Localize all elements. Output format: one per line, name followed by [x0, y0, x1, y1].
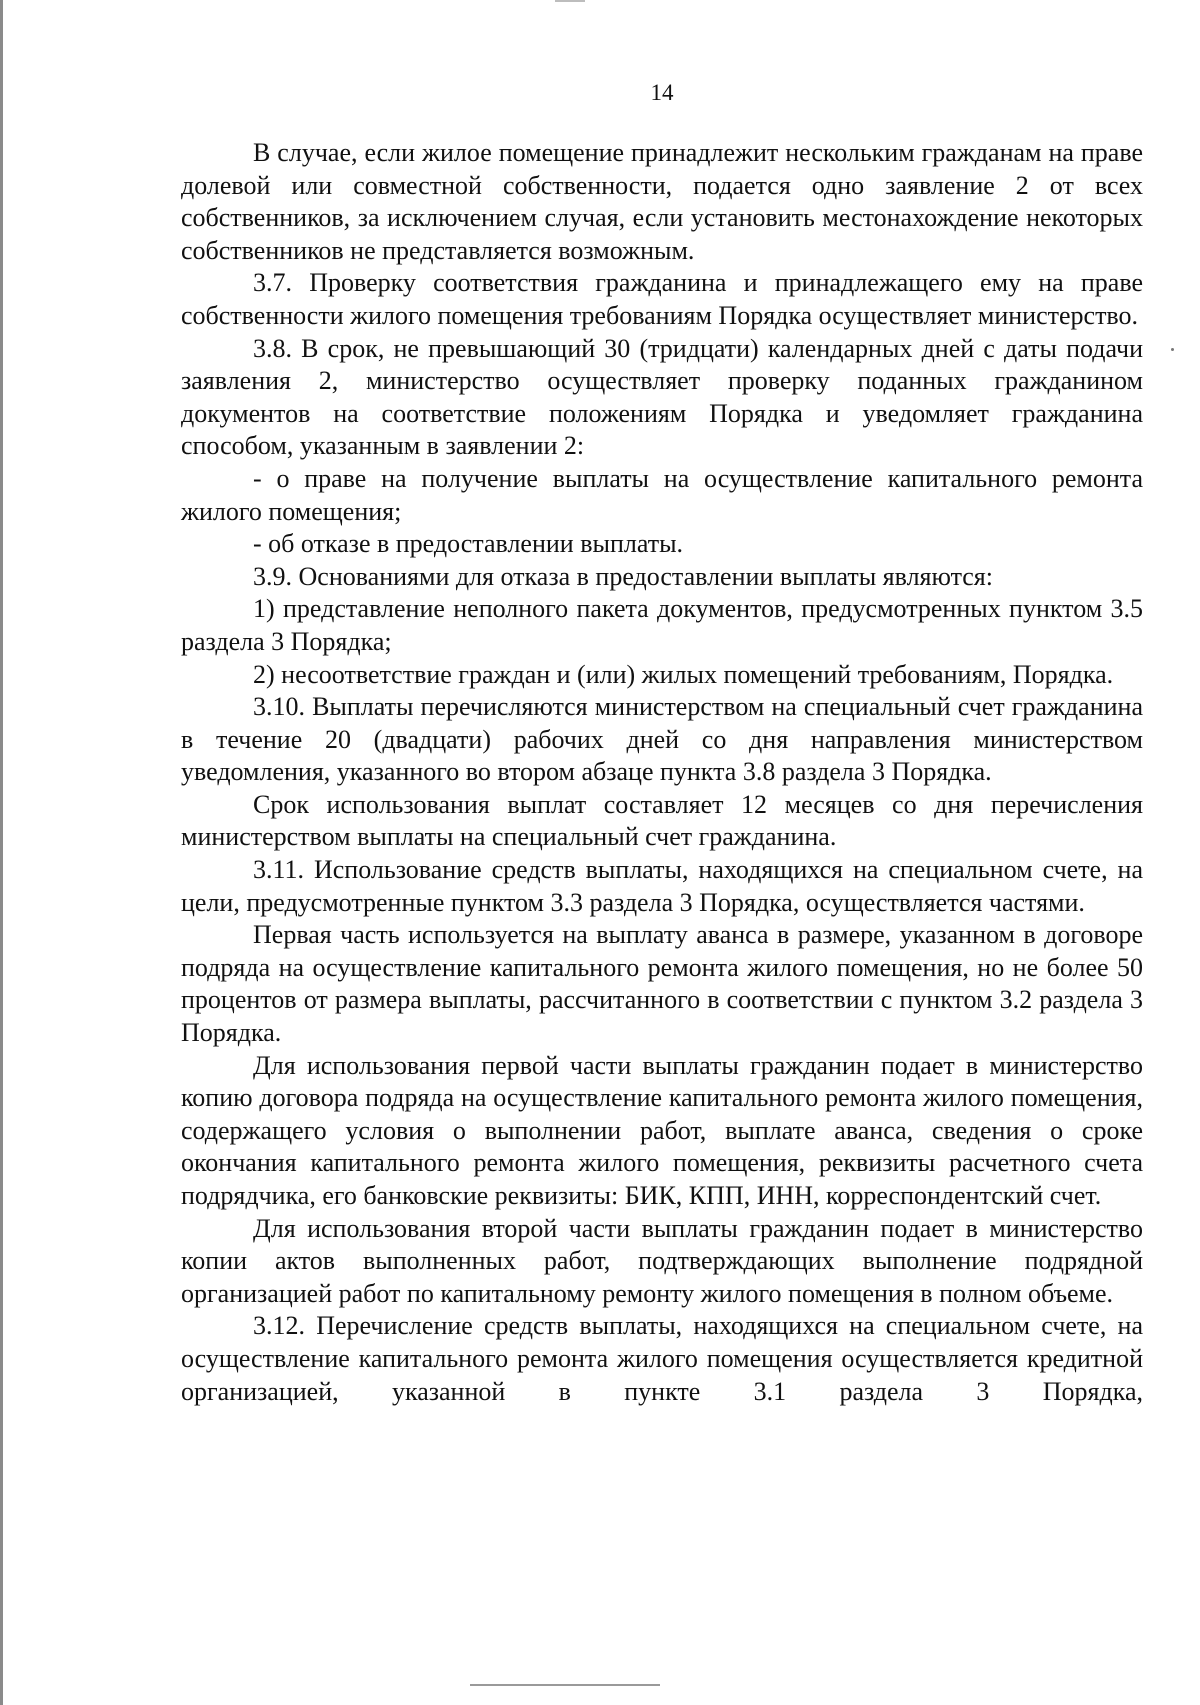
scan-bottom-line — [470, 1684, 660, 1686]
paragraph: - о праве на получение выплаты на осуществление капитального ремонта жилого помещения; — [181, 463, 1143, 526]
paragraph: 3.12. Перечисление средств выплаты, находящихся на специальном счете, на осуществление капитального ремонта жилого помещения осуществляется кредитной организацией, указанной в пункте 3.1 раздела 3 Порядка, — [181, 1311, 1143, 1406]
scan-speck — [1171, 348, 1174, 351]
paragraph: 3.11. Использование средств выплаты, находящихся на специальном счете, на цели, предусмотренные пунктом 3.3 раздела 3 Порядка, осуществляется частями. — [181, 855, 1143, 917]
paragraph: Срок использования выплат составляет 12 месяцев со дня перечисления министерством выплаты на специальный счет гражданина. — [181, 789, 1143, 852]
paragraph: В случае, если жилое помещение принадлежит нескольким гражданам на праве долевой или совместной собственности, подается одно заявление 2 от всех собственников, за исключением случая, если установить местонахождение некоторых собственников не представляется возможным. — [181, 138, 1143, 265]
paragraph: Для использования первой части выплаты гражданин подает в министерство копию договора подряда на осуществление капитального ремонта жилого помещения, содержащего условия о выполнении работ, выплате аванса, сведения о сроке окончания капитального ремонта жилого помещения, реквизиты расчетного счета подрядчика, его банковские реквизиты: БИК, КПП, ИНН, корреспондентский счет. — [181, 1050, 1143, 1210]
paragraph: 3.9. Основаниями для отказа в предоставлении выплаты являются: — [253, 561, 993, 591]
paragraph: 3.8. В срок, не превышающий 30 (тридцати) календарных дней с даты подачи заявления 2, министерство осуществляет проверку поданных гражданином документов на соответствие положениям Порядка и уведомляет гражданина способом, указанным в заявлении 2: — [181, 333, 1143, 461]
scan-top-mark — [555, 0, 585, 2]
paragraph: - об отказе в предоставлении выплаты. — [253, 529, 684, 559]
paragraph: 2) несоответствие граждан и (или) жилых помещений требованиям, Порядка. — [253, 659, 1114, 689]
scan-left-edge — [0, 0, 3, 1705]
paragraph: 3.7. Проверку соответствия гражданина и принадлежащего ему на праве собственности жилого помещения требованиям Порядка осуществляет министерство. — [181, 268, 1143, 330]
paragraph: 1) представление неполного пакета документов, предусмотренных пунктом 3.5 раздела 3 Порядка; — [181, 594, 1143, 656]
paragraph: Первая часть используется на выплату аванса в размере, указанном в договоре подряда на осуществление капитального ремонта жилого помещения, но не более 50 процентов от размера выплаты, рассчитанного в соответствии с пунктом 3.2 раздела 3 Порядка. — [181, 920, 1143, 1048]
paragraph: 3.10. Выплаты перечисляются министерством на специальный счет гражданина в течение 20 (двадцати) рабочих дней со дня направления министерством уведомления, указанного во втором абзаце пункта 3.8 раздела 3 Порядка. — [181, 692, 1143, 787]
page-number: 14 — [650, 80, 674, 105]
document-body — [181, 137, 1143, 1408]
paragraph: Для использования второй части выплаты гражданин подает в министерство копии актов выполненных работ, подтверждающих выполнение подрядной организацией работ по капитальному ремонту жилого помещения в полном объеме. — [181, 1213, 1143, 1308]
